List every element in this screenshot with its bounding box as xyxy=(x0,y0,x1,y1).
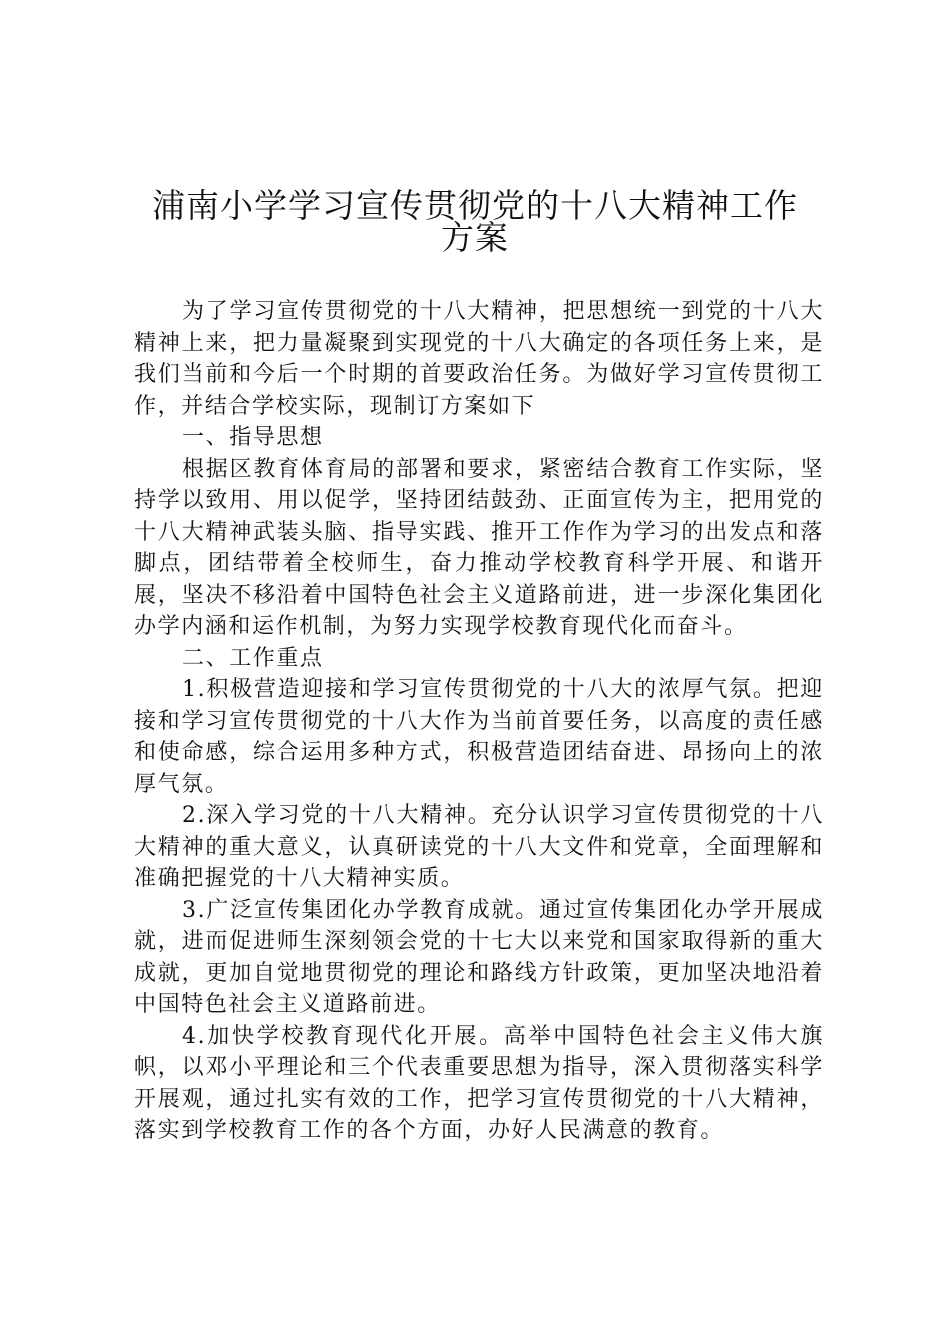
section-heading-work-focus: 二、工作重点 xyxy=(182,645,324,671)
document-body xyxy=(134,296,824,1147)
work-focus-item-2: 2.深入学习党的十八大精神。充分认识学习宣传贯彻党的十八大精神的重大意义，认真研读党的十八大文件和党章，全面理解和准确把握党的十八大精神实质。 xyxy=(134,803,824,891)
document-title-line-2: 方案 xyxy=(441,218,509,257)
work-focus-item-3: 3.广泛宣传集团化办学教育成就。通过宣传集团化办学开展成就，进而促进师生深刻领会党的十七大以来党和国家取得新的重大成就，更加自觉地贯彻党的理论和路线方针政策，更加坚决地沿着中国特色社会主义道路前进。 xyxy=(134,897,824,1017)
section-heading-guiding-ideology: 一、指导思想 xyxy=(182,425,324,450)
guiding-ideology-paragraph: 根据区教育体育局的部署和要求，紧密结合教育工作实际，坚持学以致用、用以促学，坚持团结鼓劲、正面宣传为主，把用党的十八大精神武装头脑、指导实践、推开工作作为学习的出发点和落脚点，团结带着全校师生，奋力推动学校教育科学开展、和谐开展，坚决不移沿着中国特色社会主义道路前进，进一步深化集团化办学内涵和运作机制，为努力实现学校教育现代化而奋斗。 xyxy=(134,456,824,639)
work-focus-item-1: 1.积极营造迎接和学习宣传贯彻党的十八大的浓厚气氛。把迎接和学习宣传贯彻党的十八大作为当前首要任务，以高度的责任感和使命感，综合运用多种方式，积极营造团结奋进、昂扬向上的浓厚气氛。 xyxy=(134,677,824,797)
intro-paragraph: 为了学习宣传贯彻党的十八大精神，把思想统一到党的十八大精神上来，把力量凝聚到实现党的十八大确定的各项任务上来，是我们当前和今后一个时期的首要政治任务。为做好学习宣传贯彻工作，并结合学校实际，现制订方案如下 xyxy=(134,299,824,419)
document-title-line-1: 浦南小学学习宣传贯彻党的十八大精神工作 xyxy=(152,186,798,225)
work-focus-item-4: 4.加快学校教育现代化开展。高举中国特色社会主义伟大旗帜，以邓小平理论和三个代表重要思想为指导，深入贯彻落实科学开展观，通过扎实有效的工作，把学习宣传贯彻党的十八大精神，落实到学校教育工作的各个方面，办好人民满意的教育。 xyxy=(134,1023,824,1143)
